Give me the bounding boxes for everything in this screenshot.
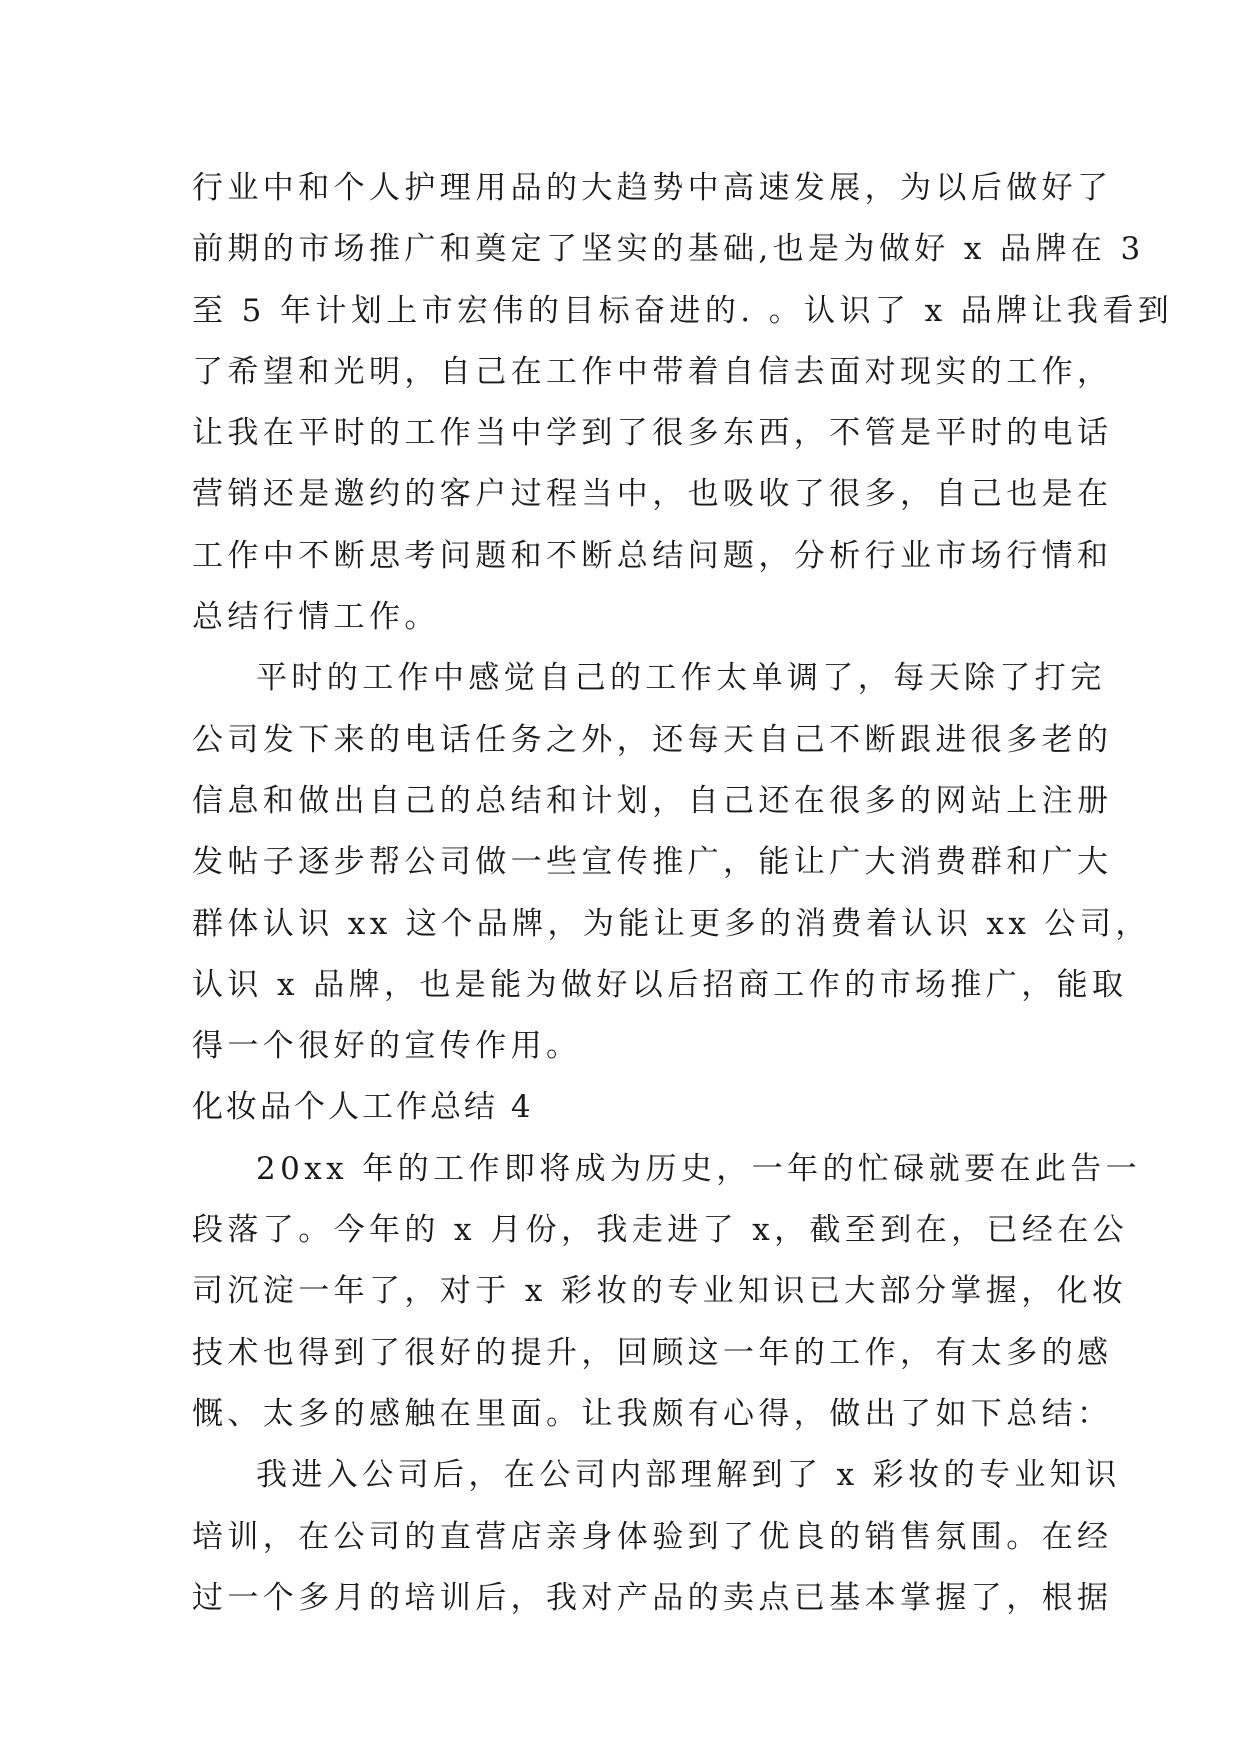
text-line: 了希望和光明，自己在工作中带着自信去面对现实的工作， xyxy=(192,353,1113,390)
paragraph-start-line: 平时的工作中感觉自己的工作太单调了，每天除了打完 xyxy=(256,660,1106,697)
paragraph-start-line: 20xx 年的工作即将成为历史，一年的忙碌就要在此告一 xyxy=(256,1150,1142,1187)
text-line: 得一个很好的宣传作用。 xyxy=(192,1028,582,1065)
text-line: 段落了。今年的 x 月份，我走进了 x，截至到在，已经在公 xyxy=(192,1212,1129,1249)
document-body xyxy=(192,158,1174,1629)
text-line: 营销还是邀约的客户过程当中，也吸收了很多，自己也是在 xyxy=(192,476,1113,513)
text-line: 群体认识 xx 这个品牌，为能让更多的消费着认识 xx 公司， xyxy=(192,905,1151,942)
section-heading: 化妆品个人工作总结 4 xyxy=(192,1089,534,1126)
text-line: 公司发下来的电话任务之外，还每天自己不断跟进很多老的 xyxy=(192,721,1113,758)
text-line: 工作中不断思考问题和不断总结问题，分析行业市场行情和 xyxy=(192,537,1113,574)
paragraph-start-line: 我进入公司后，在公司内部理解到了 x 彩妆的专业知识 xyxy=(256,1457,1121,1494)
text-line: 发帖子逐步帮公司做一些宣传推广，能让广大消费群和广大 xyxy=(192,844,1113,881)
text-line: 认识 x 品牌，也是能为做好以后招商工作的市场推广，能取 xyxy=(192,966,1128,1003)
text-line: 过一个多月的培训后，我对产品的卖点已基本掌握了，根据 xyxy=(192,1579,1113,1616)
text-line: 让我在平时的工作当中学到了很多东西，不管是平时的电话 xyxy=(192,415,1113,452)
text-line: 前期的市场推广和奠定了坚实的基础,也是为做好 x 品牌在 3 xyxy=(192,231,1145,268)
text-line: 总结行情工作。 xyxy=(192,599,440,636)
text-line: 信息和做出自己的总结和计划，自己还在很多的网站上注册 xyxy=(192,782,1113,819)
text-line: 慨、太多的感触在里面。让我颇有心得，做出了如下总结： xyxy=(192,1395,1113,1432)
text-line: 行业中和个人护理用品的大趋势中高速发展，为以后做好了 xyxy=(192,170,1113,206)
text-line: 至 5 年计划上市宏伟的目标奋进的. 。认识了 x 品牌让我看到 xyxy=(192,292,1174,329)
text-line: 技术也得到了很好的提升，回顾这一年的工作，有太多的感 xyxy=(192,1334,1113,1371)
text-line: 司沉淀一年了，对于 x 彩妆的专业知识已大部分掌握，化妆 xyxy=(192,1273,1128,1310)
text-line: 培训，在公司的直营店亲身体验到了优良的销售氛围。在经 xyxy=(192,1518,1113,1555)
